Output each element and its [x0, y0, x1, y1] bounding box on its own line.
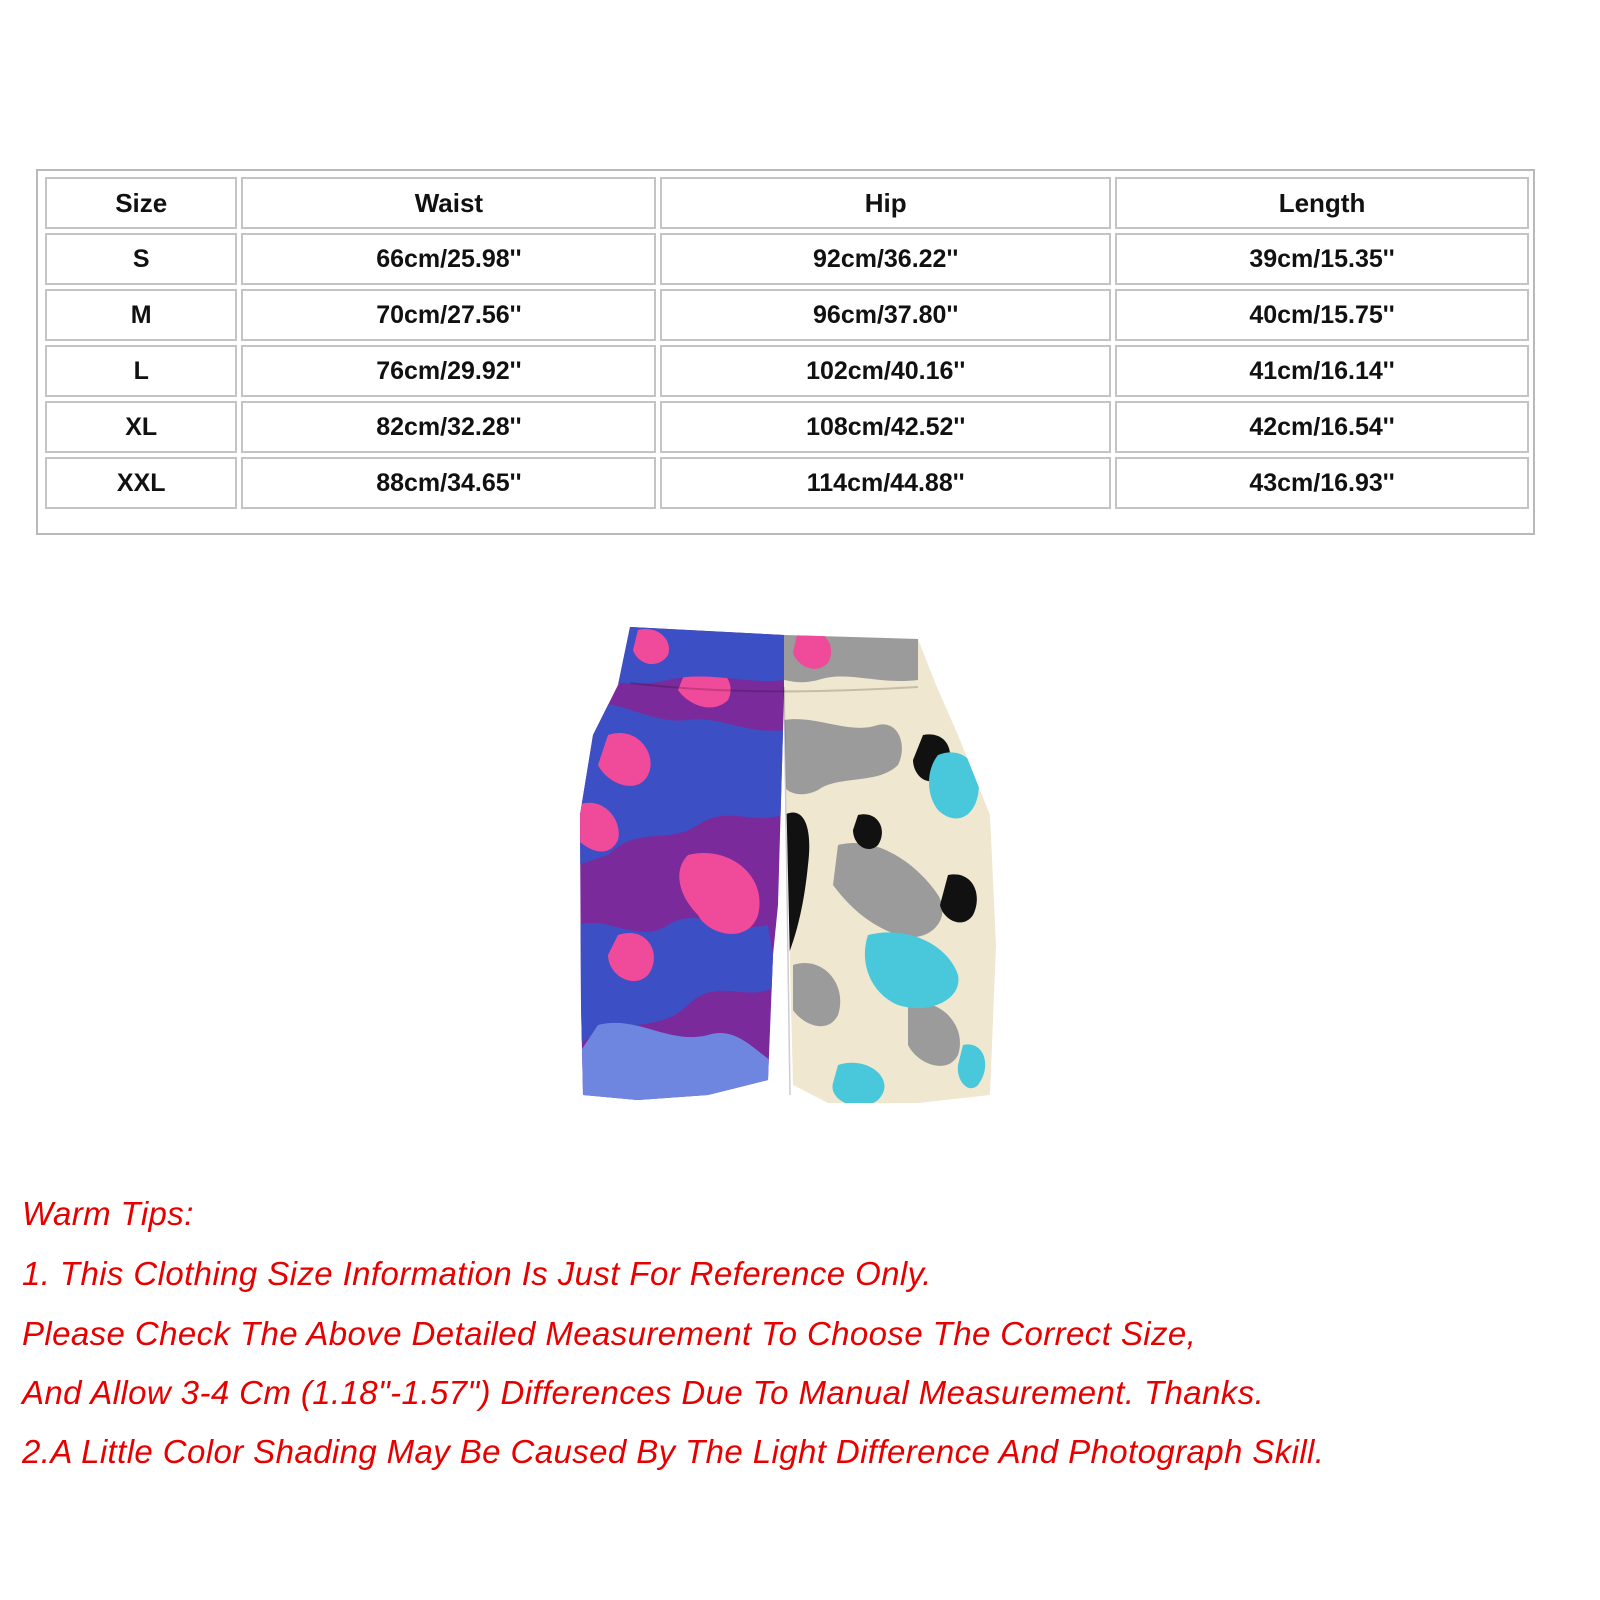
length-cell: 41cm/16.14'' [1115, 345, 1529, 397]
length-cell: 40cm/15.75'' [1115, 289, 1529, 341]
size-cell: XXL [45, 457, 237, 509]
header-length: Length [1115, 177, 1529, 229]
hip-cell: 92cm/36.22'' [660, 233, 1111, 285]
size-cell: M [45, 289, 237, 341]
hip-cell: 108cm/42.52'' [660, 401, 1111, 453]
tip-line-4: 2.A Little Color Shading May Be Caused By The Light Difference And Photograph Skill. [22, 1433, 1325, 1470]
size-cell: XL [45, 401, 237, 453]
size-cell: S [45, 233, 237, 285]
right-leg-camo [778, 625, 1000, 1117]
waist-cell: 82cm/32.28'' [241, 401, 656, 453]
size-cell: L [45, 345, 237, 397]
header-size: Size [45, 177, 237, 229]
table-row [45, 289, 1529, 341]
table-row [45, 401, 1529, 453]
tip-line-1: 1. This Clothing Size Information Is Just For Reference Only. [22, 1255, 932, 1292]
hip-cell: 96cm/37.80'' [660, 289, 1111, 341]
tip-line-2: Please Check The Above Detailed Measurement To Choose The Correct Size, [22, 1315, 1197, 1352]
hip-cell: 114cm/44.88'' [660, 457, 1111, 509]
waist-cell: 70cm/27.56'' [241, 289, 656, 341]
waist-cell: 76cm/29.92'' [241, 345, 656, 397]
table-row [45, 233, 1529, 285]
table-header-row [45, 177, 1529, 229]
table-row [45, 457, 1529, 509]
size-table [41, 173, 1533, 513]
camo-shorts-illustration [578, 625, 1000, 1117]
length-cell: 42cm/16.54'' [1115, 401, 1529, 453]
waist-cell: 66cm/25.98'' [241, 233, 656, 285]
tips-title: Warm Tips: [22, 1195, 194, 1232]
header-waist: Waist [241, 177, 656, 229]
size-chart [36, 169, 1535, 535]
tip-line-3: And Allow 3-4 Cm (1.18"-1.57") Differences Due To Manual Measurement. Thanks. [22, 1374, 1265, 1411]
length-cell: 43cm/16.93'' [1115, 457, 1529, 509]
hip-cell: 102cm/40.16'' [660, 345, 1111, 397]
product-image [578, 625, 1000, 1117]
table-row [45, 345, 1529, 397]
left-leg-camo [578, 625, 788, 1117]
header-hip: Hip [660, 177, 1111, 229]
waist-cell: 88cm/34.65'' [241, 457, 656, 509]
length-cell: 39cm/15.35'' [1115, 233, 1529, 285]
